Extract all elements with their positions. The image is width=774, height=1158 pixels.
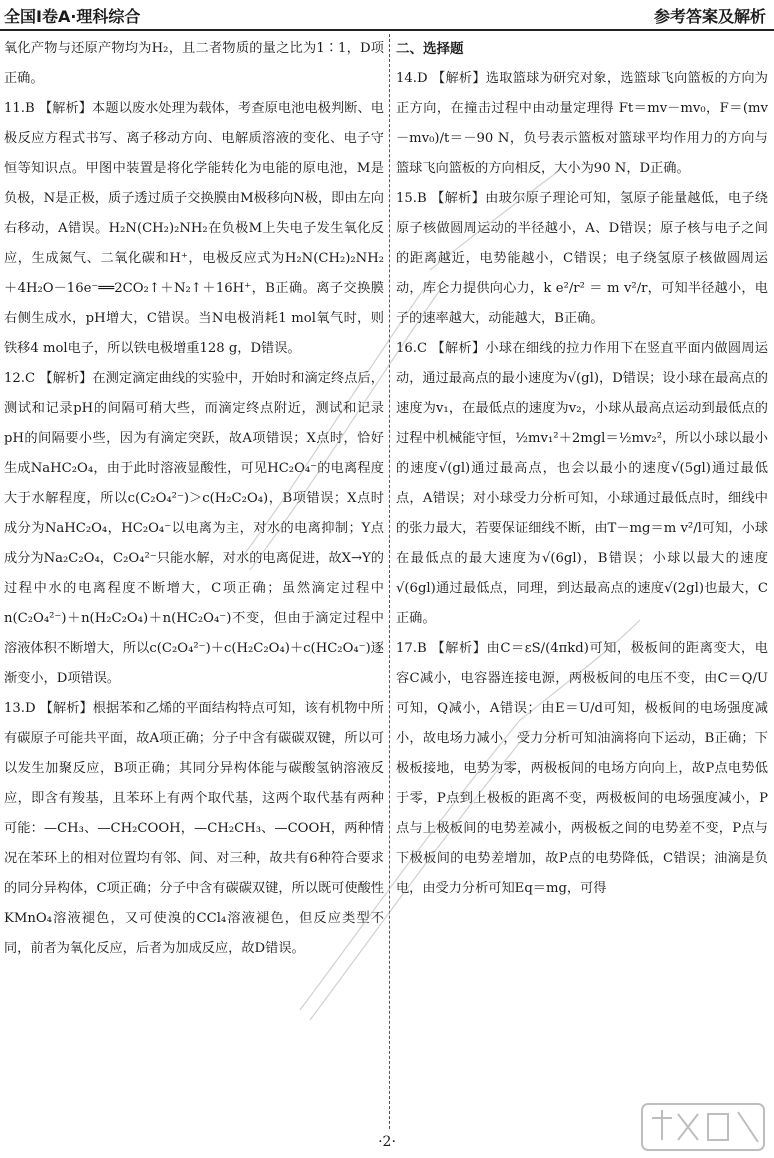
answer-item-17: 17.B 【解析】由C＝εS/(4πkd)可知，极板间的距离变大，电容C减小，电容器连接电源，两极板间的电压不变，由C＝Q/U可知，Q减小，A错误；由E＝U/d可知，极板间的电场强度减小，故电场力减小，受力分析可知油滴将向下运动，B正确；下极板接地，电势为零，两极板间的电场方向向上，故P点电势低于零，P点到上极板的距离不变，两极板间的电场强度减小，P点与上极板间的电势差减小，两极板之间的电势差不变，P点与下极板间的电势差增加，故P点的电势降低，C错误；油滴是负电，由受力分析可知Eq＝mg，可得: [396, 641, 768, 896]
answer-item-13: 13.D 【解析】根据苯和乙烯的平面结构特点可知，该有机物中所有碳原子可能共平面，故A项正确；分子中含有碳碳双键，所以可以发生加聚反应，B项正确；其同分异构体能与碳酸氢钠溶液反应，即含有羧基，且苯环上有两个取代基，这两个取代基有两种可能：—CH₃、—CH₂COOH，—CH₂CH₃、—COOH，两种情况在苯环上的相对位置均有邻、间、对三种，故共有6种符合要求的同分异构体，C项正确；分子中含有碳碳双键，所以既可使酸性KMnO₄溶液褪色，又可使溴的CCl₄溶液褪色，但反应类型不同，前者为氧化反应，后者为加成反应，故D错误。: [4, 701, 384, 956]
paragraph-continuation: 氧化产物与还原产物均为H₂，且二者物质的量之比为1∶1，D项正确。: [4, 41, 384, 86]
answer-item-11: 11.B 【解析】本题以废水处理为载体，考查原电池电极判断、电极反应方程式书写、离子移动方向、电解质溶液的变化、电子守恒等知识点。甲图中装置是将化学能转化为电能的原电池，M是负极，N是正极，质子透过质子交换膜由M极移向N极，即由左向右移动，A错误。H₂N(CH₂)₂NH₂在负极M上失电子发生氧化反应，生成氮气、二氧化碳和H⁺，电极反应式为H₂N(CH₂)₂NH₂＋4H₂O－16e⁻══2CO₂↑＋N₂↑＋16H⁺，B正确。离子交换膜右侧生成水，pH增大，C错误。当N电极消耗1 mol氧气时，则铁移4 mol电子，所以铁电极增重128 g，D错误。: [4, 101, 384, 356]
answer-item-16: 16.C 【解析】小球在细线的拉力作用下在竖直平面内做圆周运动，通过最高点的最小速度为√(gl)，D错误；设小球在最高点的速度为v₁，在最低点的速度为v₂，小球从最高点运动到最低点的过程中机械能守恒，½mv₁²＋2mgl＝½mv₂²，所以小球以最小的速度√(gl)通过最高点，也会以最小的速度√(5gl)通过最低点，A错误；对小球受力分析可知，小球通过最低点时，细线中的张力最大，若要保证细线不断，由T－mg＝m v²/l可知，小球在最低点的最大速度为√(6gl)，B错误；小球以最大的速度√(6gl)通过最低点，同理，到达最高点的速度√(2gl)也最大，C正确。: [396, 341, 768, 626]
column-divider: [389, 34, 390, 1129]
answer-item-15: 15.B 【解析】由玻尔原子理论可知，氢原子能量越低，电子绕原子核做圆周运动的半径越小，A、D错误；原子核与电子之间的距离越近，电势能越小，C错误；电子绕氢原子核做圆周运动，库仑力提供向心力，k e²/r² ＝ m v²/r，可知半径越小，电子的速率越大，动能越大，B正确。: [396, 191, 768, 326]
header-right-title: 参考答案及解析: [653, 7, 766, 26]
page-number: ·2·: [378, 1134, 396, 1150]
page-header: [0, 0, 774, 30]
header-left-title: 全国Ⅰ卷A·理科综合: [4, 7, 141, 26]
left-column: [4, 34, 384, 1129]
header-rule: [0, 29, 774, 31]
answer-item-14: 14.D 【解析】选取篮球为研究对象，选篮球飞向篮板的方向为正方向，在撞击过程中由动量定理得 Ft＝mv－mv₀，F＝(mv－mv₀)/t＝－90 N，负号表示篮板对篮球平均作用力的方向与篮球飞向篮板的方向相反，大小为90 N，D正确。: [396, 71, 768, 176]
answer-item-12: 12.C 【解析】在测定滴定曲线的实验中，开始时和滴定终点后，测试和记录pH的间隔可稍大些，而滴定终点附近，测试和记录pH的间隔要小些，因为有滴定突跃，故A项错误；X点时，恰好生成NaHC₂O₄，由于此时溶液显酸性，可见HC₂O₄⁻的电离程度大于水解程度，所以c(C₂O₄²⁻)＞c(H₂C₂O₄)，B项错误；X点时成分为NaHC₂O₄，HC₂O₄⁻以电离为主，对水的电离抑制；Y点成分为Na₂C₂O₄，C₂O₄²⁻只能水解，对水的电离促进，故X→Y的过程中水的电离程度不断增大，C项正确；虽然滴定过程中n(C₂O₄²⁻)＋n(H₂C₂O₄)＋n(HC₂O₄⁻)不变，但由于滴定过程中溶液体积不断增大，所以c(C₂O₄²⁻)＋c(H₂C₂O₄)＋c(HC₂O₄⁻)逐渐变小，D项错误。: [4, 371, 384, 686]
section-title: 二、选择题: [396, 41, 464, 57]
right-column: [396, 34, 768, 1129]
